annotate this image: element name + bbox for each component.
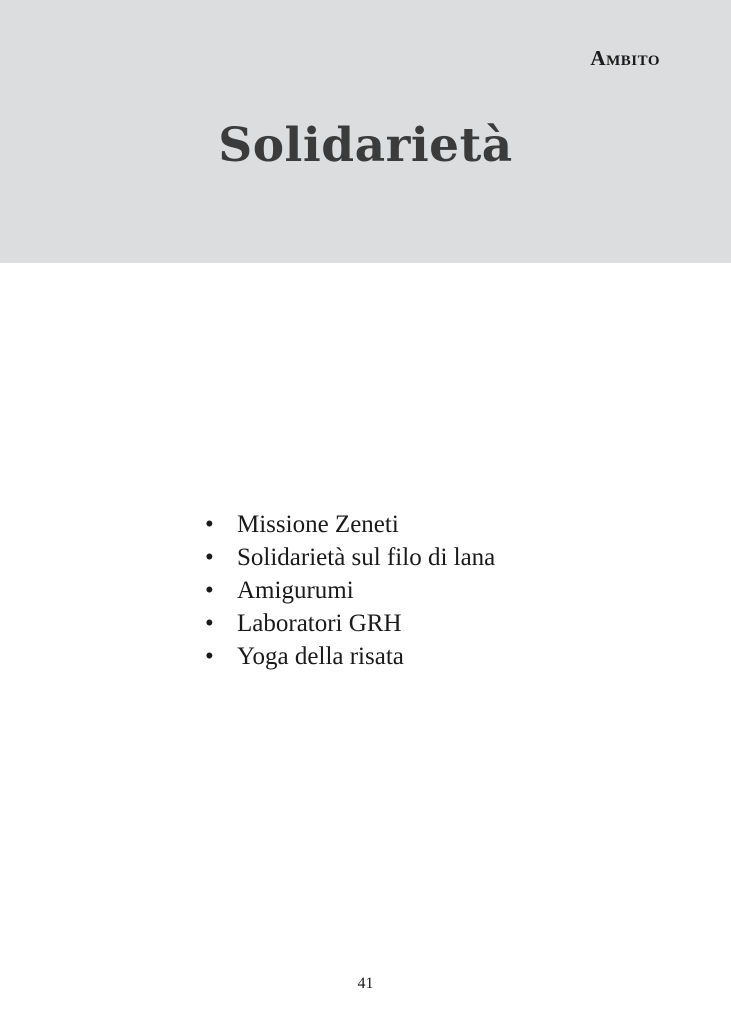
bullet: • <box>205 511 214 538</box>
list-item-label: Yoga della risata <box>237 643 404 670</box>
list-item <box>205 607 495 640</box>
list-item-label: Laboratori GRH <box>237 610 402 637</box>
bullet: • <box>205 544 214 571</box>
list-item-label: Solidarietà sul filo di lana <box>237 544 496 571</box>
list-item <box>205 508 495 541</box>
activities-list <box>205 508 495 673</box>
list-item <box>205 574 495 607</box>
list-item <box>205 541 495 574</box>
bullet: • <box>205 643 214 670</box>
section-label: Ambito <box>590 46 660 70</box>
list-item-label: Amigurumi <box>237 577 354 604</box>
page-number: 41 <box>357 975 374 992</box>
chapter-title: Solidarietà <box>218 118 513 173</box>
bullet: • <box>205 577 214 604</box>
bullet: • <box>205 610 214 637</box>
list-item-label: Missione Zeneti <box>237 511 399 538</box>
list-item <box>205 640 495 673</box>
header-band <box>0 0 731 263</box>
